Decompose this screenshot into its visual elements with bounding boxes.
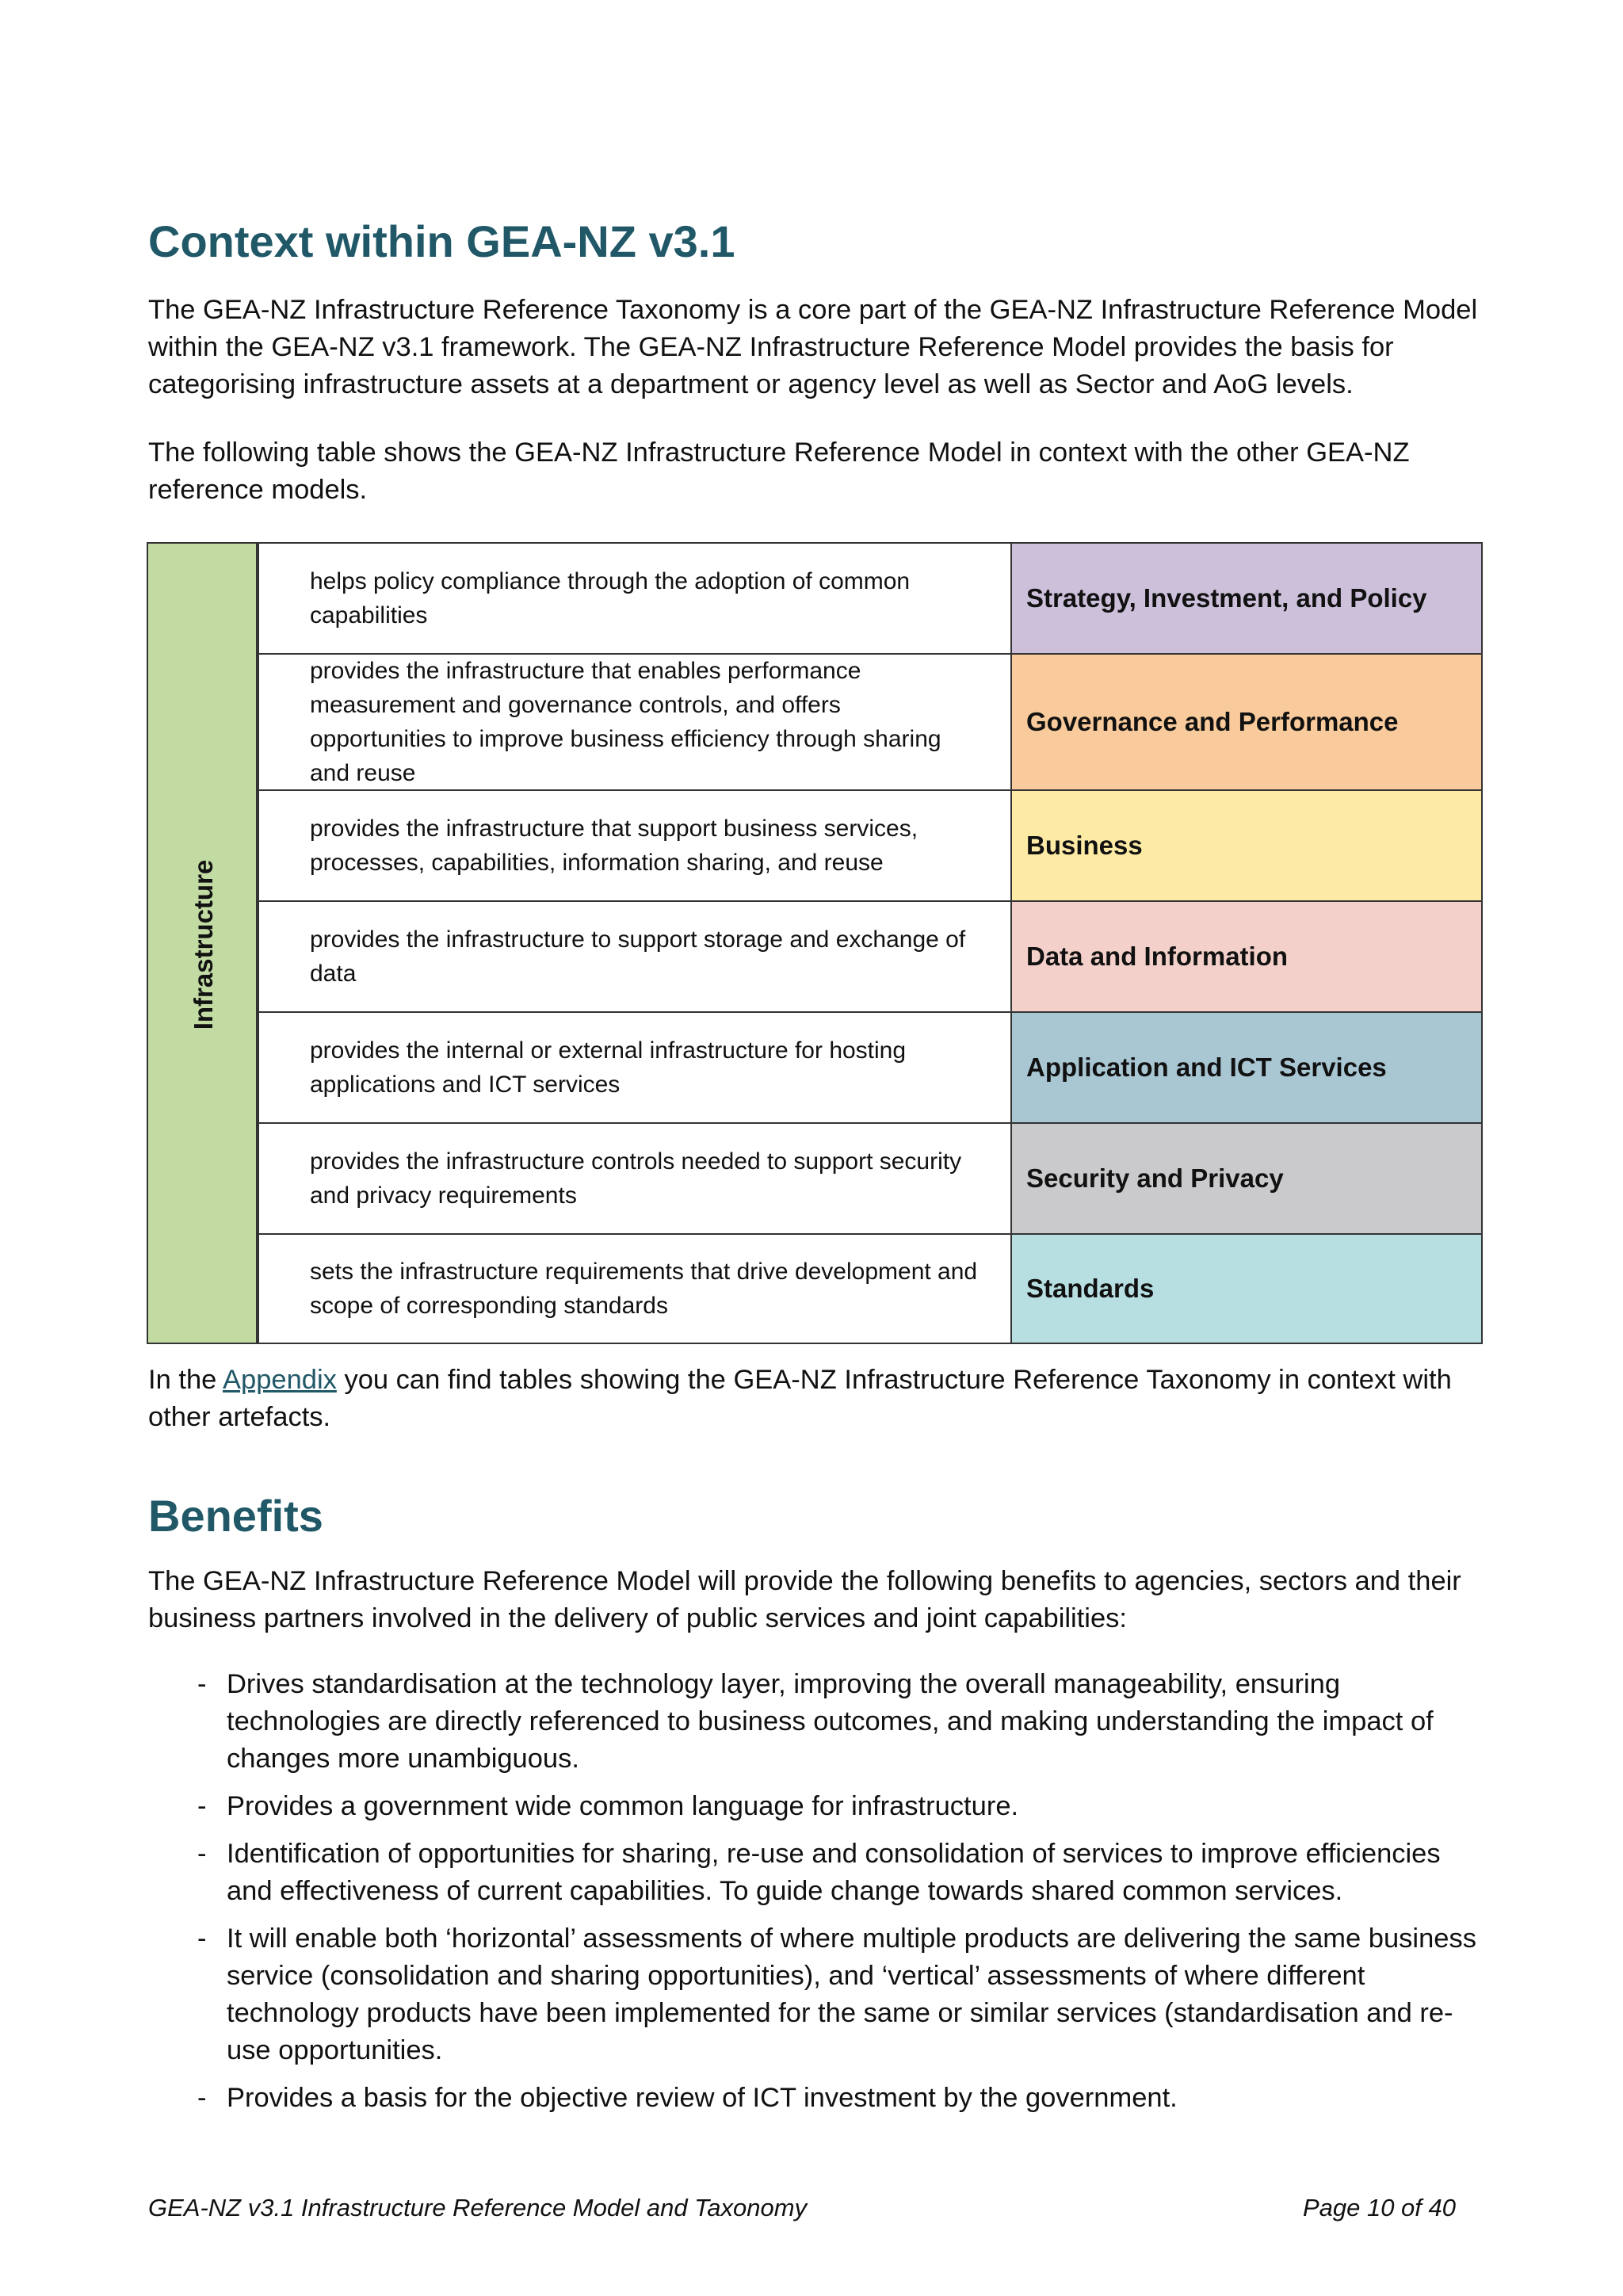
bullet-dash: - bbox=[197, 1924, 207, 1954]
table-row bbox=[258, 1235, 1483, 1344]
list-item bbox=[197, 1920, 1481, 2069]
table-row bbox=[258, 1013, 1483, 1124]
list-item bbox=[197, 1836, 1481, 1910]
benefits-intro-paragraph: The GEA-NZ Infrastructure Reference Model will provide the following benefits to agencies, sectors and their business partners involved in the delivery of public services and joint capabilities: bbox=[148, 1566, 1461, 1633]
list-item-text: It will enable both ‘horizontal’ assessments of where multiple products are delivering the same business service (consolidation and sharing opportunities), and ‘vertical’ assessments of where different technology products have been implemented for the same or similar services (standardisation and re-use opportunities. bbox=[227, 1924, 1476, 2065]
list-item-text: Provides a basis for the objective review of ICT investment by the government. bbox=[227, 2083, 1178, 2113]
infrastructure-label: Infrastructure bbox=[189, 859, 218, 1030]
footer-document-title: GEA-NZ v3.1 Infrastructure Reference Model and Taxonomy bbox=[148, 2194, 808, 2222]
list-item-text: Drives standardisation at the technology layer, improving the overall manageability, ensuring technologies are directly referenced to business outcomes, and making understanding the impact of changes more unambiguous. bbox=[227, 1669, 1434, 1774]
row-description: sets the infrastructure requirements that drive development and scope of corresponding standards bbox=[258, 1235, 1010, 1344]
table-rows bbox=[258, 542, 1483, 1344]
list-item-text: Provides a government wide common language for infrastructure. bbox=[227, 1791, 1019, 1821]
benefits-list bbox=[197, 1666, 1481, 2127]
row-model-name: Business bbox=[1010, 791, 1483, 902]
section-heading-context: Context within GEA-NZ v3.1 bbox=[148, 216, 735, 266]
bullet-dash: - bbox=[197, 1669, 207, 1699]
bullet-dash: - bbox=[197, 1791, 207, 1821]
row-description: provides the internal or external infrastructure for hosting applications and ICT services bbox=[258, 1013, 1010, 1124]
row-model-name: Strategy, Investment, and Policy bbox=[1010, 542, 1483, 655]
row-description: helps policy compliance through the adoption of common capabilities bbox=[258, 542, 1010, 655]
table-row bbox=[258, 902, 1483, 1013]
row-model-name: Governance and Performance bbox=[1010, 655, 1483, 791]
list-item bbox=[197, 1788, 1481, 1825]
footer-page-number: Page 10 of 40 bbox=[1302, 2194, 1456, 2222]
section-heading-benefits: Benefits bbox=[148, 1491, 323, 1541]
appendix-paragraph bbox=[148, 1362, 1487, 1436]
intro-paragraph: The GEA-NZ Infrastructure Reference Taxonomy is a core part of the GEA-NZ Infrastructure Reference Model within the GEA-NZ v3.1 framework. The GEA-NZ Infrastructure Reference Model provides the basis for categorising infrastructure assets at a department or agency level as well as Sector and AoG levels. bbox=[148, 295, 1478, 399]
reference-model-table bbox=[147, 542, 1483, 1344]
row-model-name: Security and Privacy bbox=[1010, 1124, 1483, 1235]
infrastructure-column bbox=[147, 542, 258, 1344]
row-description: provides the infrastructure to support storage and exchange of data bbox=[258, 902, 1010, 1013]
row-model-name: Data and Information bbox=[1010, 902, 1483, 1013]
bullet-dash: - bbox=[197, 1839, 207, 1869]
table-intro-paragraph: The following table shows the GEA-NZ Infrastructure Reference Model in context with the other GEA-NZ reference models. bbox=[148, 437, 1410, 505]
row-description: provides the infrastructure that enables performance measurement and governance controls, and offers opportunities to improve business efficiency through sharing and reuse bbox=[258, 655, 1010, 791]
row-model-name: Application and ICT Services bbox=[1010, 1013, 1483, 1124]
table-row bbox=[258, 1124, 1483, 1235]
row-description: provides the infrastructure that support business services, processes, capabilities, information sharing, and reuse bbox=[258, 791, 1010, 902]
appendix-link[interactable]: Appendix bbox=[223, 1365, 337, 1395]
list-item bbox=[197, 2080, 1481, 2117]
table-row bbox=[258, 791, 1483, 902]
row-model-name: Standards bbox=[1010, 1235, 1483, 1344]
table-row bbox=[258, 655, 1483, 791]
table-row bbox=[258, 542, 1483, 655]
list-item bbox=[197, 1666, 1481, 1778]
bullet-dash: - bbox=[197, 2083, 207, 2113]
appendix-suffix: you can find tables showing the GEA-NZ Infrastructure Reference Taxonomy in context with other artefacts. bbox=[148, 1365, 1452, 1432]
appendix-prefix: In the bbox=[148, 1365, 223, 1395]
list-item-text: Identification of opportunities for sharing, re-use and consolidation of services to improve efficiencies and effectiveness of current capabilities. To guide change towards shared common services. bbox=[227, 1839, 1441, 1906]
row-description: provides the infrastructure controls needed to support security and privacy requirements bbox=[258, 1124, 1010, 1235]
